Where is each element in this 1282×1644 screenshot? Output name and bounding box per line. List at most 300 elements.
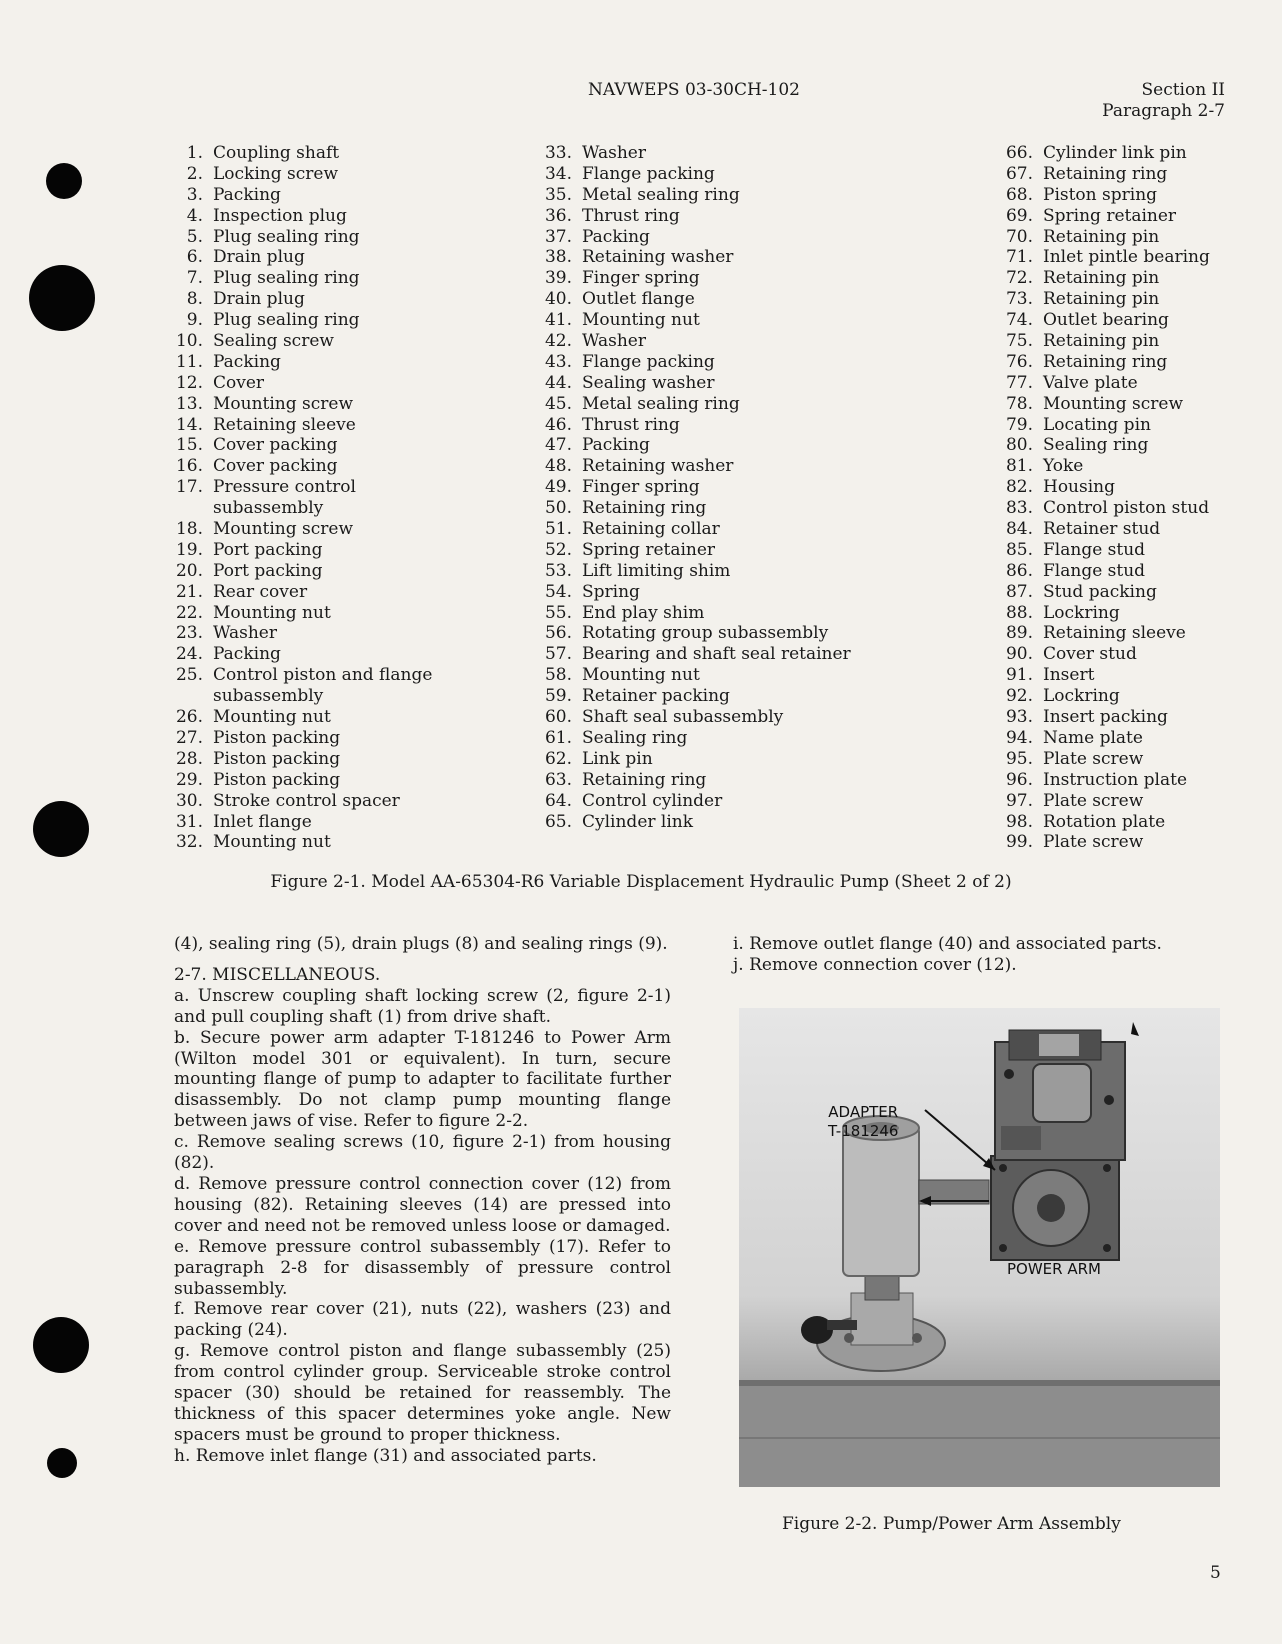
part-number: 34.: [544, 163, 572, 184]
part-number: 81.: [1005, 456, 1033, 477]
part-name: Retaining pin: [1043, 226, 1160, 247]
part-name: Inlet flange: [213, 811, 312, 832]
binder-hole: [29, 265, 95, 331]
adapter-label: [828, 1103, 898, 1141]
parts-list-item: [163, 164, 432, 185]
part-number: 16.: [175, 456, 203, 477]
part-name: Finger spring: [582, 477, 700, 498]
parts-list-item: [163, 665, 432, 686]
parts-list-item: [163, 603, 432, 624]
parts-list-item: [991, 498, 1210, 519]
part-name: Rotating group subassembly: [582, 623, 829, 644]
part-name: Retaining ring: [1043, 163, 1168, 184]
part-name: Name plate: [1043, 727, 1143, 748]
parts-list-item: [991, 456, 1210, 477]
parts-list-item: [530, 540, 851, 561]
part-number: 62.: [544, 748, 572, 769]
part-name: Yoke: [1043, 456, 1084, 477]
part-name: Mounting nut: [213, 602, 331, 623]
section-label: Section II: [1141, 80, 1225, 100]
parts-list-item: [530, 582, 851, 603]
section-heading: 2-7. MISCELLANEOUS.: [174, 964, 381, 985]
parts-list-item: [163, 749, 432, 770]
part-number: 56.: [544, 623, 572, 644]
part-name: Control piston and flange: [213, 665, 433, 686]
part-number: 25.: [175, 665, 203, 686]
part-name: Lockring: [1043, 602, 1120, 623]
part-number: 22.: [175, 602, 203, 623]
parts-list-item: [991, 791, 1210, 812]
part-name: Plug sealing ring: [213, 226, 360, 247]
part-number: 92.: [1005, 686, 1033, 707]
parts-list-item: [530, 519, 851, 540]
part-number: 89.: [1005, 623, 1033, 644]
part-name: Flange stud: [1043, 560, 1146, 581]
part-name: Flange packing: [582, 163, 715, 184]
part-number: 66.: [1005, 143, 1033, 163]
part-name: Pressure control: [213, 477, 356, 498]
part-name: Mounting nut: [582, 665, 700, 686]
part-name: Retaining sleeve: [213, 414, 356, 435]
part-name: Outlet flange: [582, 289, 695, 310]
parts-list-item: [991, 707, 1210, 728]
part-number: 43.: [544, 351, 572, 372]
parts-list-item: [163, 644, 432, 665]
parts-list-item: [530, 206, 851, 227]
part-name: Plate screw: [1043, 790, 1144, 811]
part-number: 58.: [544, 665, 572, 686]
parts-list-item: [991, 373, 1210, 394]
part-number: 63.: [544, 769, 572, 790]
parts-list-item: [163, 373, 432, 394]
part-name: Retaining pin: [1043, 331, 1160, 352]
part-name: Cover packing: [213, 456, 338, 477]
part-name: Rear cover: [213, 581, 308, 602]
parts-list-item: [530, 247, 851, 268]
part-name: Packing: [213, 644, 281, 665]
part-number: 17.: [175, 477, 203, 498]
parts-list-item: [991, 435, 1210, 456]
parts-list-item: [991, 832, 1210, 853]
part-number: 99.: [1005, 832, 1033, 853]
part-name: Valve plate: [1043, 372, 1138, 393]
part-name: Packing: [582, 435, 650, 456]
parts-list-item: [530, 143, 851, 164]
power-arm-label: POWER ARM: [1007, 1260, 1101, 1278]
part-number: 75.: [1005, 331, 1033, 352]
parts-list-item: [530, 477, 851, 498]
part-number: 91.: [1005, 665, 1033, 686]
intro-paragraph: (4), sealing ring (5), drain plugs (8) and sealing rings (9).: [174, 934, 668, 954]
part-name: Spring retainer: [1043, 205, 1177, 226]
part-name: Insert: [1043, 665, 1095, 686]
parts-list-column-3: [991, 143, 1210, 853]
part-name: Piston packing: [213, 748, 341, 769]
part-number: 8.: [186, 289, 203, 310]
step-a: a. Unscrew coupling shaft locking screw (2, figure 2-1) and pull coupling shaft (1) from drive shaft.: [174, 985, 671, 1027]
adapter-part-number: T-181246: [828, 1122, 899, 1140]
parts-list-item: [991, 770, 1210, 791]
parts-list-item: [163, 561, 432, 582]
parts-list-item: [530, 435, 851, 456]
part-number: 5.: [186, 226, 203, 247]
parts-list-item: [163, 415, 432, 436]
part-number: 51.: [544, 519, 572, 540]
part-name: Plug sealing ring: [213, 268, 360, 289]
part-number: 35.: [544, 184, 572, 205]
part-number: 37.: [544, 226, 572, 247]
body-right-column: [733, 934, 1223, 976]
part-number: 3.: [186, 184, 203, 205]
parts-list-item: [530, 791, 851, 812]
part-number: 47.: [544, 435, 572, 456]
parts-list-item: [163, 435, 432, 456]
part-number: 64.: [544, 790, 572, 811]
parts-list-item: [163, 812, 432, 833]
part-number: 95.: [1005, 748, 1033, 769]
part-name: Piston packing: [213, 727, 341, 748]
part-name: Coupling shaft: [213, 143, 340, 163]
parts-list-item: [163, 582, 432, 603]
part-name: Piston packing: [213, 769, 341, 790]
parts-list-item: [163, 686, 432, 707]
parts-list-item: [530, 686, 851, 707]
part-number: 1.: [186, 143, 203, 163]
part-name: Metal sealing ring: [582, 393, 740, 414]
part-number: 2.: [186, 163, 203, 184]
binder-hole: [47, 1448, 77, 1478]
part-name: Port packing: [213, 560, 323, 581]
part-name: Retaining ring: [1043, 351, 1168, 372]
part-name: Retainer stud: [1043, 519, 1161, 540]
parts-list-item: [991, 164, 1210, 185]
parts-list-item: [530, 644, 851, 665]
part-number: 86.: [1005, 560, 1033, 581]
parts-list-item: [163, 331, 432, 352]
step-d: d. Remove pressure control connection cover (12) from housing (82). Retaining sleeves (14) are pressed into cover and need not be removed unless loose or damaged.: [174, 1173, 671, 1236]
part-number: 41.: [544, 310, 572, 331]
parts-list-item: [991, 352, 1210, 373]
parts-list-item: [530, 310, 851, 331]
page-number: 5: [1210, 1563, 1221, 1583]
parts-list-item: [530, 665, 851, 686]
part-number: 14.: [175, 414, 203, 435]
parts-list-item: [163, 143, 432, 164]
part-name: Link pin: [582, 748, 653, 769]
parts-list-item: [991, 477, 1210, 498]
part-name: Insert packing: [1043, 707, 1168, 728]
part-name: Mounting screw: [213, 519, 354, 540]
parts-list-item: [530, 812, 851, 833]
parts-list-item: [991, 247, 1210, 268]
parts-list-item: [163, 206, 432, 227]
part-name: Outlet bearing: [1043, 310, 1169, 331]
parts-list-item: [163, 728, 432, 749]
parts-list-item: [530, 749, 851, 770]
parts-list-item: [530, 331, 851, 352]
part-number: 24.: [175, 644, 203, 665]
part-number: 54.: [544, 581, 572, 602]
part-name: Shaft seal subassembly: [582, 707, 784, 728]
parts-list-item: [530, 623, 851, 644]
paragraph-label: Paragraph 2-7: [1102, 101, 1225, 121]
parts-list-item: [163, 519, 432, 540]
part-name: Retaining washer: [582, 247, 734, 268]
step-b: b. Secure power arm adapter T-181246 to Power Arm (Wilton model 301 or equivalent). In turn, secure mounting flange of pump to adapter to facilitate further disassembly. Do not clamp pump mounting flange between jaws of vise. Refer to figure 2-2.: [174, 1027, 671, 1132]
part-number: 45.: [544, 393, 572, 414]
part-name: Cover stud: [1043, 644, 1137, 665]
step-h: h. Remove inlet flange (31) and associated parts.: [174, 1445, 597, 1466]
part-name: Packing: [213, 351, 281, 372]
adapter-label-title: ADAPTER: [828, 1103, 899, 1121]
part-number: 42.: [544, 331, 572, 352]
parts-list-item: [163, 247, 432, 268]
parts-list-item: [530, 289, 851, 310]
part-name: Lift limiting shim: [582, 560, 731, 581]
part-name: Bearing and shaft seal retainer: [582, 644, 851, 665]
step-e: e. Remove pressure control subassembly (17). Refer to paragraph 2-8 for disassembly of pressure control subassembly.: [174, 1236, 671, 1299]
parts-list-item: [530, 394, 851, 415]
step-i: i. Remove outlet flange (40) and associated parts.: [733, 934, 1162, 954]
figure-2-1-caption: Figure 2-1. Model AA-65304-R6 Variable Displacement Hydraulic Pump (Sheet 2 of 2): [270, 872, 1012, 892]
parts-list-item: [530, 728, 851, 749]
part-number: 40.: [544, 289, 572, 310]
part-name: subassembly: [213, 498, 324, 519]
part-name: Spring: [582, 581, 640, 602]
part-number: 78.: [1005, 393, 1033, 414]
step-c: c. Remove sealing screws (10, figure 2-1) from housing (82).: [174, 1132, 671, 1174]
document-number: NAVWEPS 03-30CH-102: [588, 80, 800, 100]
part-name: Cylinder link pin: [1043, 143, 1187, 163]
parts-list-item: [163, 770, 432, 791]
parts-list-item: [530, 770, 851, 791]
part-number: 59.: [544, 686, 572, 707]
part-number: 80.: [1005, 435, 1033, 456]
part-number: 50.: [544, 498, 572, 519]
part-name: Locating pin: [1043, 414, 1151, 435]
parts-list-item: [163, 394, 432, 415]
part-number: 13.: [175, 393, 203, 414]
parts-list-column-1: [163, 143, 432, 853]
part-number: 52.: [544, 539, 572, 560]
part-number: 85.: [1005, 539, 1033, 560]
part-number: 84.: [1005, 519, 1033, 540]
parts-list-item: [991, 415, 1210, 436]
parts-list-item: [163, 227, 432, 248]
part-name: Control cylinder: [582, 790, 723, 811]
part-name: Spring retainer: [582, 539, 716, 560]
part-number: 98.: [1005, 811, 1033, 832]
part-number: 38.: [544, 247, 572, 268]
parts-list-item: [530, 185, 851, 206]
part-number: 9.: [186, 310, 203, 331]
part-number: 26.: [175, 707, 203, 728]
part-number: 68.: [1005, 184, 1033, 205]
parts-list-item: [991, 728, 1210, 749]
figure-2-2-caption: Figure 2-2. Pump/Power Arm Assembly: [782, 1514, 1121, 1534]
part-number: 30.: [175, 790, 203, 811]
part-number: 53.: [544, 560, 572, 581]
parts-list-item: [163, 310, 432, 331]
parts-list-item: [530, 268, 851, 289]
parts-list-item: [991, 582, 1210, 603]
part-number: 70.: [1005, 226, 1033, 247]
part-number: 76.: [1005, 351, 1033, 372]
part-number: 21.: [175, 581, 203, 602]
part-name: Washer: [213, 623, 277, 644]
parts-list-item: [991, 331, 1210, 352]
part-number: 82.: [1005, 477, 1033, 498]
part-name: Retaining pin: [1043, 268, 1160, 289]
part-number: 19.: [175, 539, 203, 560]
part-number: 29.: [175, 769, 203, 790]
part-number: 39.: [544, 268, 572, 289]
part-name: Mounting nut: [213, 707, 331, 728]
part-number: 11.: [175, 351, 203, 372]
part-name: Retainer packing: [582, 686, 730, 707]
part-name: Housing: [1043, 477, 1116, 498]
part-name: Retaining ring: [582, 769, 707, 790]
parts-list-item: [530, 415, 851, 436]
parts-list-item: [530, 373, 851, 394]
part-name: Plate screw: [1043, 748, 1144, 769]
part-number: 77.: [1005, 372, 1033, 393]
part-number: 4.: [186, 205, 203, 226]
part-number: 57.: [544, 644, 572, 665]
parts-list-item: [991, 603, 1210, 624]
part-name: Cover: [213, 372, 265, 393]
part-name: Retaining washer: [582, 456, 734, 477]
parts-list-item: [991, 561, 1210, 582]
part-number: 79.: [1005, 414, 1033, 435]
parts-list-column-2: [530, 143, 851, 832]
parts-list-item: [163, 791, 432, 812]
body-left-column: [174, 934, 671, 1467]
part-number: [163, 498, 203, 519]
parts-list-item: [991, 644, 1210, 665]
part-name: Control piston stud: [1043, 498, 1210, 519]
part-name: Sealing screw: [213, 331, 334, 352]
part-name: Cylinder link: [582, 811, 694, 832]
parts-list-item: [530, 561, 851, 582]
parts-list-item: [991, 143, 1210, 164]
parts-list-item: [991, 519, 1210, 540]
parts-list-item: [163, 498, 432, 519]
part-name: Metal sealing ring: [582, 184, 740, 205]
part-number: 88.: [1005, 602, 1033, 623]
parts-list-item: [991, 206, 1210, 227]
parts-list-item: [991, 623, 1210, 644]
part-number: 73.: [1005, 289, 1033, 310]
part-number: 15.: [175, 435, 203, 456]
pump-power-arm-illustration: [739, 1008, 1220, 1487]
parts-list-item: [991, 268, 1210, 289]
step-g: g. Remove control piston and flange subassembly (25) from control cylinder group. Serviceable stroke control spacer (30) should be retained for reassembly. The thickness of this spacer determines yoke angle. New spacers must be ground to proper thickness.: [174, 1341, 671, 1445]
step-j: j. Remove connection cover (12).: [733, 954, 1017, 975]
parts-list-item: [163, 268, 432, 289]
part-name: Retaining pin: [1043, 289, 1160, 310]
part-number: 72.: [1005, 268, 1033, 289]
parts-list-item: [991, 812, 1210, 833]
part-number: 93.: [1005, 707, 1033, 728]
part-number: 97.: [1005, 790, 1033, 811]
part-name: Locking screw: [213, 163, 339, 184]
part-number: 96.: [1005, 769, 1033, 790]
part-number: 90.: [1005, 644, 1033, 665]
part-name: Sealing washer: [582, 372, 715, 393]
part-name: Mounting screw: [1043, 393, 1184, 414]
part-number: 10.: [175, 331, 203, 352]
part-name: Washer: [582, 143, 646, 163]
part-name: Drain plug: [213, 247, 305, 268]
binder-hole: [33, 1317, 89, 1373]
part-name: Piston spring: [1043, 184, 1158, 205]
parts-list-item: [163, 456, 432, 477]
part-name: Washer: [582, 331, 646, 352]
part-number: 27.: [175, 727, 203, 748]
part-number: 23.: [175, 623, 203, 644]
part-name: Mounting nut: [582, 310, 700, 331]
part-number: 67.: [1005, 163, 1033, 184]
section-reference: [1102, 80, 1225, 122]
part-number: 65.: [544, 811, 572, 832]
part-number: 12.: [175, 372, 203, 393]
part-name: Inspection plug: [213, 205, 347, 226]
part-number: [163, 686, 203, 707]
parts-list-item: [991, 749, 1210, 770]
parts-list-item: [991, 310, 1210, 331]
part-number: 61.: [544, 727, 572, 748]
part-name: Mounting nut: [213, 832, 331, 853]
part-name: Packing: [213, 184, 281, 205]
part-name: Rotation plate: [1043, 811, 1166, 832]
parts-list-item: [530, 164, 851, 185]
part-name: Inlet pintle bearing: [1043, 247, 1210, 268]
part-name: Instruction plate: [1043, 769, 1188, 790]
part-number: 28.: [175, 748, 203, 769]
part-number: 33.: [544, 143, 572, 163]
part-number: 7.: [186, 268, 203, 289]
part-name: Lockring: [1043, 686, 1120, 707]
parts-list-item: [530, 707, 851, 728]
part-number: 94.: [1005, 727, 1033, 748]
part-name: Retaining sleeve: [1043, 623, 1186, 644]
parts-list-item: [991, 686, 1210, 707]
parts-list-item: [163, 832, 432, 853]
part-number: 83.: [1005, 498, 1033, 519]
part-name: Flange packing: [582, 351, 715, 372]
parts-list-item: [991, 185, 1210, 206]
parts-list-item: [163, 289, 432, 310]
part-name: subassembly: [213, 686, 324, 707]
parts-list-item: [163, 477, 432, 498]
parts-list-item: [530, 456, 851, 477]
step-f: f. Remove rear cover (21), nuts (22), washers (23) and packing (24).: [174, 1299, 671, 1341]
parts-list-item: [530, 603, 851, 624]
parts-list-item: [163, 707, 432, 728]
part-name: Cover packing: [213, 435, 338, 456]
part-number: 48.: [544, 456, 572, 477]
part-number: 49.: [544, 477, 572, 498]
pump-power-arm-photo: [739, 1008, 1220, 1487]
parts-list-item: [163, 540, 432, 561]
part-name: Plug sealing ring: [213, 310, 360, 331]
binder-hole: [46, 163, 82, 199]
parts-list-item: [163, 623, 432, 644]
parts-list-item: [530, 227, 851, 248]
part-number: 60.: [544, 707, 572, 728]
part-number: 20.: [175, 560, 203, 581]
